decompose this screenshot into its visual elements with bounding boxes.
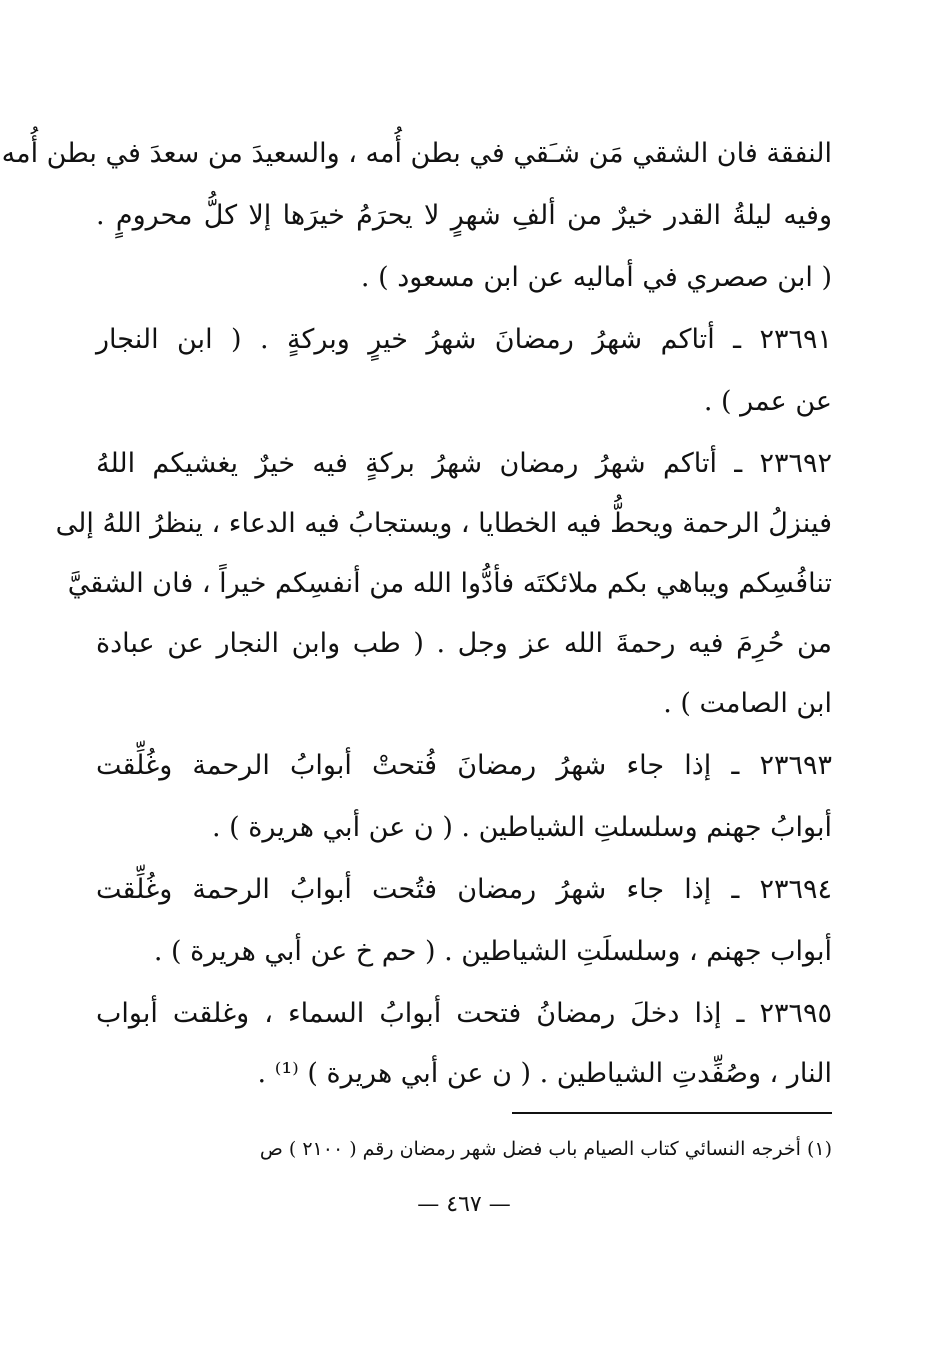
text-line-2: وفيه ليلةُ القدر خيرٌ من ألفِ شهرٍ لا يحرَمُ خيرَها إلا كلُّ محرومٍ .	[96, 200, 832, 231]
hadith-23694-line-2: أبواب جهنم ، وسلسلَتِ الشياطين . ( حم خ عن أبي هريرة ) .	[153, 936, 832, 967]
footnote: (١) أخرجه النسائي كتاب الصيام باب فضل شهر رمضان رقم ( ٢١٠٠ ) ص	[259, 1138, 832, 1160]
hadith-23691-line-1: ٢٣٦٩١ ـ أتاكم شهرُ رمضانَ شهرُ خيرٍ وبركةٍ . ( ابن النجار	[96, 324, 832, 355]
hadith-23692-line-3: تنافُسِكم ويباهي بكم ملائكتَه فأدُّوا الله من أنفسِكم خيراً ، فان الشقيَّ	[67, 568, 832, 599]
footnote-divider	[512, 1112, 832, 1114]
text-line-3: ( ابن صصري في أماليه عن ابن مسعود ) .	[360, 262, 832, 293]
hadith-23695-line-1: ٢٣٦٩٥ ـ إذا دخلَ رمضانُ فتحت أبوابُ السماء ، وغلقت أبواب	[96, 998, 832, 1029]
hadith-23691-line-2: عن عمر ) .	[703, 386, 832, 417]
hadith-23695-line-2: النار ، وصُفِّدتِ الشياطين . ( ن عن أبي هريرة ) ⁽¹⁾ .	[257, 1058, 832, 1089]
hadith-23694-line-1: ٢٣٦٩٤ ـ إذا جاء شهرُ رمضان فتُحت أبوابُ الرحمة وغُلِّقت	[96, 874, 832, 905]
hadith-23693-line-2: أبوابُ جهنم وسلسلتِ الشياطين . ( ن عن أبي هريرة ) .	[212, 812, 832, 843]
text-line-1: النفقة فان الشقي مَن شـَقي في بطن أُمه ، والسعيدَ من سعدَ في بطن أُمه	[1, 138, 832, 169]
hadith-23692-line-4: من حُرِمَ فيه رحمةَ الله عز وجل . ( طب وابن النجار عن عبادة	[96, 628, 832, 659]
page-number: — ٤٦٧ —	[417, 1192, 511, 1217]
hadith-23692-line-2: فينزلُ الرحمة ويحطُّ فيه الخطايا ، ويستجابُ فيه الدعاء ، ينظرُ اللهُ إلى	[55, 508, 832, 539]
hadith-23692-line-5: ابن الصامت ) .	[663, 688, 832, 719]
hadith-23692-line-1: ٢٣٦٩٢ ـ أتاكم شهرُ رمضان شهرُ بركةٍ فيه خيرٌ يغشيكم اللهُ	[96, 448, 832, 479]
hadith-23693-line-1: ٢٣٦٩٣ ـ إذا جاء شهرُ رمضانَ فُتحتْ أبوابُ الرحمة وغُلِّقت	[96, 750, 832, 781]
